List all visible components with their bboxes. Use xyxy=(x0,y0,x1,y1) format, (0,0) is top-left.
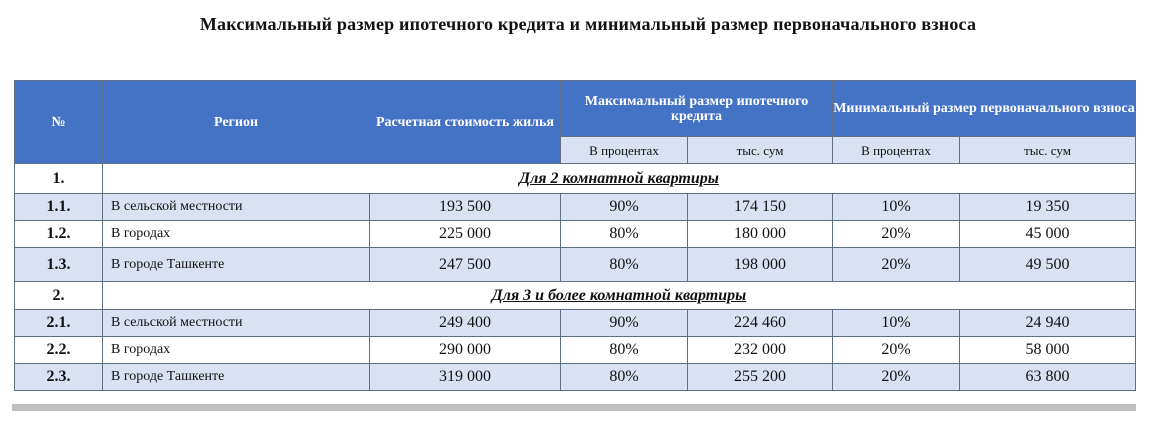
header-credit-sum: тыс. сум xyxy=(688,137,833,164)
header-min-payment: Минимальный размер первоначального взноса xyxy=(833,81,1136,137)
row-credit-sum: 255 200 xyxy=(688,364,833,391)
row-payment-sum: 19 350 xyxy=(960,194,1136,221)
section-number: 1. xyxy=(15,164,103,194)
row-cost: 247 500 xyxy=(370,248,561,282)
table-row xyxy=(15,221,1136,248)
table-row xyxy=(15,248,1136,282)
header-credit-percent: В процентах xyxy=(561,137,688,164)
table-row xyxy=(15,337,1136,364)
header-cost: Расчетная стоимость жилья xyxy=(370,81,561,164)
row-region: В сельской местности xyxy=(103,194,370,221)
row-payment-sum: 24 940 xyxy=(960,310,1136,337)
table-row xyxy=(15,364,1136,391)
row-region: В городе Ташкенте xyxy=(103,248,370,282)
row-payment-percent: 10% xyxy=(833,310,960,337)
row-number: 1.2. xyxy=(15,221,103,248)
header-number: № xyxy=(15,81,103,164)
row-payment-sum: 58 000 xyxy=(960,337,1136,364)
row-cost: 249 400 xyxy=(370,310,561,337)
row-region: В сельской местности xyxy=(103,310,370,337)
section-caption: Для 2 комнатной квартиры xyxy=(103,164,1136,194)
row-region: В городах xyxy=(103,337,370,364)
header-payment-percent: В процентах xyxy=(833,137,960,164)
row-region: В городах xyxy=(103,221,370,248)
row-cost: 225 000 xyxy=(370,221,561,248)
mortgage-table xyxy=(14,80,1136,391)
row-number: 1.3. xyxy=(15,248,103,282)
row-region: В городе Ташкенте xyxy=(103,364,370,391)
row-payment-percent: 20% xyxy=(833,221,960,248)
bottom-divider xyxy=(12,404,1136,411)
row-payment-percent: 20% xyxy=(833,337,960,364)
row-credit-sum: 224 460 xyxy=(688,310,833,337)
row-payment-sum: 63 800 xyxy=(960,364,1136,391)
row-payment-percent: 20% xyxy=(833,364,960,391)
row-credit-sum: 198 000 xyxy=(688,248,833,282)
row-credit-percent: 80% xyxy=(561,248,688,282)
page-title: Максимальный размер ипотечного кредита и минимальный размер первоначального взноса xyxy=(199,14,977,34)
row-credit-percent: 90% xyxy=(561,194,688,221)
row-credit-percent: 90% xyxy=(561,310,688,337)
row-credit-sum: 180 000 xyxy=(688,221,833,248)
table-row xyxy=(15,194,1136,221)
section-row xyxy=(15,164,1136,194)
row-credit-percent: 80% xyxy=(561,221,688,248)
row-number: 2.1. xyxy=(15,310,103,337)
row-payment-sum: 45 000 xyxy=(960,221,1136,248)
table-row xyxy=(15,310,1136,337)
row-credit-sum: 232 000 xyxy=(688,337,833,364)
header-region: Регион xyxy=(103,81,370,164)
row-credit-sum: 174 150 xyxy=(688,194,833,221)
header-payment-sum: тыс. сум xyxy=(960,137,1136,164)
row-cost: 290 000 xyxy=(370,337,561,364)
row-cost: 193 500 xyxy=(370,194,561,221)
header-max-credit: Максимальный размер ипотечного кредита xyxy=(561,81,833,137)
row-payment-percent: 20% xyxy=(833,248,960,282)
row-payment-sum: 49 500 xyxy=(960,248,1136,282)
section-caption: Для 3 и более комнатной квартиры xyxy=(103,282,1136,310)
row-number: 2.2. xyxy=(15,337,103,364)
section-number: 2. xyxy=(15,282,103,310)
section-row xyxy=(15,282,1136,310)
row-number: 1.1. xyxy=(15,194,103,221)
row-payment-percent: 10% xyxy=(833,194,960,221)
row-credit-percent: 80% xyxy=(561,364,688,391)
row-cost: 319 000 xyxy=(370,364,561,391)
row-number: 2.3. xyxy=(15,364,103,391)
row-credit-percent: 80% xyxy=(561,337,688,364)
